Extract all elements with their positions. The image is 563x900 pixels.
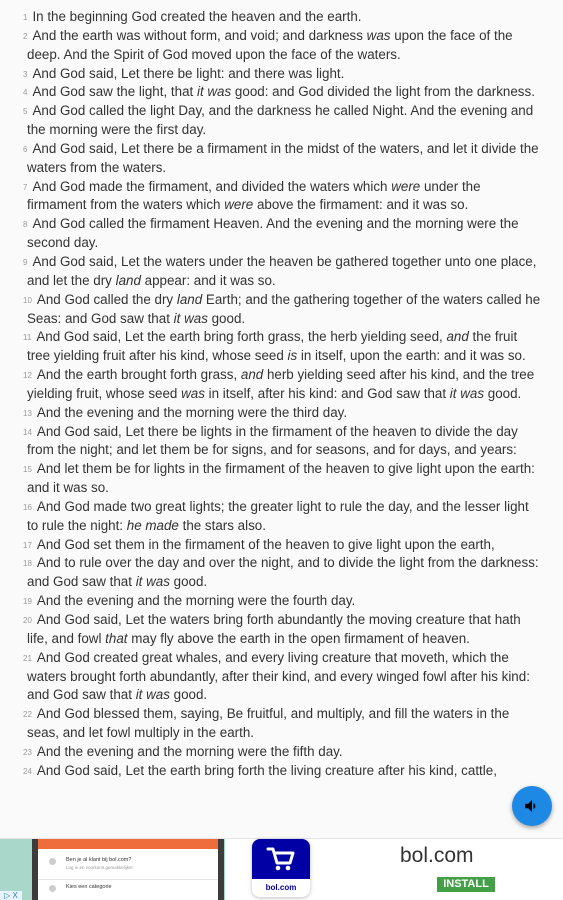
verse[interactable] [23, 102, 541, 140]
verse[interactable] [23, 83, 541, 102]
verse-text: And God saw the light, that [32, 84, 197, 100]
verse-number: 23 [23, 747, 32, 757]
verse-number: 5 [23, 107, 28, 117]
phone-hint: Log in en voorkomt gemakkelijker [66, 865, 134, 870]
verse[interactable] [23, 291, 541, 329]
verse-number: 18 [23, 559, 32, 569]
verse-text: In the beginning God created the heaven and the earth. [32, 9, 362, 24]
speaker-icon [523, 797, 541, 815]
verse-text: And God called the dry [36, 291, 177, 307]
verse[interactable] [23, 328, 541, 366]
verse-text: it was [196, 84, 232, 100]
verse[interactable] [23, 762, 541, 781]
verse[interactable] [23, 65, 541, 84]
verse-text: in itself, upon the earth: and it was so. [297, 348, 526, 364]
verse-text: And God said, Let there be a firmament in the midst of the waters, and let it divide the waters from the waters. [27, 140, 539, 175]
verse-number: 6 [23, 144, 28, 154]
verse-text: were [391, 178, 421, 194]
verse-text: And God said, Let the waters under the heaven be gathered together unto one place, and let the dry [27, 253, 537, 288]
verse-text: And God said, Let the earth bring forth the living creature after his kind, cattle, [36, 762, 497, 778]
verse-number: 7 [23, 182, 28, 192]
phone-category: Kies een categorie [66, 884, 112, 890]
verse-number: 1 [23, 13, 28, 22]
phone-list-icon [49, 885, 56, 892]
verse-number: 13 [23, 408, 32, 418]
verse-text: good. [484, 385, 522, 401]
verse-text: the stars also. [178, 517, 266, 533]
ad-phone-mockup [32, 839, 224, 900]
verse-number: 11 [23, 333, 32, 343]
verse-text: Earth; and the gathering together of the waters called he Seas: and God saw that [27, 291, 541, 326]
verse-number: 4 [23, 88, 28, 98]
verse[interactable] [23, 460, 541, 498]
verse-text: good. [169, 687, 208, 703]
verse-text: And God said, Let there be light: and there was light. [32, 65, 345, 81]
verse[interactable] [23, 554, 541, 592]
verse-text: herb yielding seed after his kind, and the tree yielding fruit, whose seed [27, 367, 535, 401]
verse-number: 12 [23, 371, 32, 381]
verse-text: was [366, 27, 391, 43]
install-button[interactable]: INSTALL [437, 877, 495, 892]
verse-text: he made [126, 517, 179, 533]
bol-logo-text: bol.com [265, 883, 297, 892]
bol-app-logo[interactable] [252, 839, 310, 897]
verse-number: 14 [23, 427, 32, 437]
verse-text: And the evening and the morning were the third day. [36, 404, 348, 420]
verse-text: land [176, 291, 203, 307]
verse[interactable] [23, 404, 541, 423]
verse-number: 8 [23, 220, 28, 230]
verse-text: was [181, 385, 205, 401]
verse-text: that [105, 630, 128, 646]
verse[interactable] [23, 8, 541, 27]
verse-text: And God made the firmament, and divided the waters which [32, 178, 392, 194]
verse-text: good. [207, 310, 246, 326]
ad-choices-icon[interactable]: ▷ X [0, 891, 22, 900]
verse-number: 20 [23, 616, 32, 625]
verse-number: 2 [23, 31, 28, 41]
verse[interactable] [23, 536, 541, 555]
verse-text: under the firmament from the waters which [27, 178, 481, 213]
verse-text: it was [135, 574, 170, 590]
verse-text: and [240, 367, 264, 383]
verse-number: 16 [23, 502, 32, 512]
verse[interactable] [23, 705, 541, 743]
verse-text: upon the face of the deep. And the Spirit of God moved upon the face of the waters. [27, 27, 513, 62]
ad-brand-title: bol.com [400, 844, 474, 867]
verse-number: 10 [23, 295, 32, 305]
verse-text: And God called the light Day, and the darkness he called Night. And the evening and the morning were the first day. [27, 103, 534, 138]
verse-text: good: and God divided the light from the darkness. [231, 84, 535, 100]
verse-text: And God called the firmament Heaven. And the evening and the morning were the second day. [27, 216, 519, 251]
phone-user-icon [49, 858, 56, 865]
verse-text: And the earth was without form, and void; and darkness [32, 27, 367, 43]
verse-text: good. [169, 574, 208, 590]
verse-text: And God blessed them, saying, Be fruitful, and multiply, and fill the waters in the seas, and let fowl multiply in the earth. [27, 706, 510, 741]
verse-text: may fly above the earth in the open firmament of heaven. [127, 630, 470, 646]
verse[interactable] [23, 592, 541, 611]
verse-text: in itself, after his kind: and God saw that [204, 385, 450, 401]
verse-text: And God said, Let there be lights in the firmament of the heaven to divide the day from the night; and let them be for signs, and for seasons, and for days, and years: [27, 423, 518, 458]
verse-number: 15 [23, 465, 32, 475]
verse-text: And the evening and the morning were the fifth day. [36, 743, 343, 759]
verse-text: it was [135, 687, 170, 703]
verse-text: land [115, 272, 141, 288]
verse[interactable] [23, 140, 541, 178]
verse-text: And to rule over the day and over the night, and to divide the light from the darkness: and God saw that [27, 555, 539, 590]
verse-text: And the earth brought forth grass, [36, 367, 241, 383]
verse-text: And God said, Let the earth bring forth grass, the herb yielding seed, [36, 329, 447, 345]
verse-text: the fruit tree yielding fruit after his kind, whose seed [27, 329, 518, 364]
shopping-cart-icon [266, 846, 296, 872]
verse[interactable] [23, 366, 541, 404]
phone-header-bar [38, 839, 218, 849]
verse[interactable] [23, 215, 541, 253]
verse-text: it was [173, 310, 208, 326]
verse-number: 3 [23, 69, 28, 79]
verse[interactable] [23, 743, 541, 762]
verse[interactable] [23, 27, 541, 65]
verse[interactable] [23, 611, 541, 649]
verse[interactable] [23, 423, 541, 461]
verse-number: 24 [23, 766, 32, 776]
verse-text: above the firmament: and it was so. [253, 197, 469, 213]
verse-text: And God said, Let the waters bring forth abundantly the moving creature that hath life, and fowl [27, 612, 521, 646]
phone-question: Ben je al klant bij bol.com? [66, 857, 132, 863]
verse-text: and [446, 329, 469, 345]
verse-text: And God created great whales, and every living creature that moveth, which the waters brought forth abundantly, after their kind, and every winged fowl after his kind: and God saw that [27, 649, 530, 703]
verse-text: And God set them in the firmament of the heaven to give light upon the earth, [36, 536, 495, 552]
verse-text: were [224, 197, 254, 213]
verse[interactable] [23, 178, 541, 216]
verse-number: 9 [23, 257, 28, 267]
verse-text: it was [449, 385, 485, 401]
verse-text: And the evening and the morning were the fourth day. [36, 593, 356, 609]
verse[interactable] [23, 253, 541, 291]
verse-number: 22 [23, 710, 32, 720]
verse-number: 17 [23, 540, 32, 550]
verse-text: appear: and it was so. [140, 272, 276, 288]
audio-play-button[interactable] [512, 786, 552, 826]
verse-text: And God made two great lights; the greater light to rule the day, and the lesser light to rule the night: [27, 498, 529, 533]
verse[interactable] [23, 649, 541, 706]
verse-number: 19 [23, 597, 32, 607]
verse-number: 21 [23, 653, 32, 663]
verse-text: And let them be for lights in the firmament of the heaven to give light upon the earth: and it was so. [27, 461, 535, 496]
verse-text: is [287, 348, 298, 364]
ad-banner[interactable] [0, 838, 563, 900]
verse[interactable] [23, 498, 541, 536]
